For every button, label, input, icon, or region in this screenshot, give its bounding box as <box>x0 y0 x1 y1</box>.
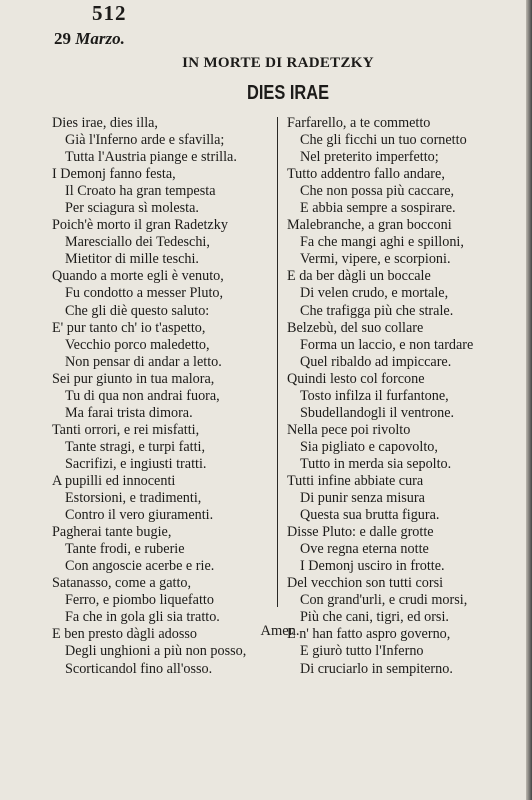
verse-line: Pagherai tante bugie, <box>52 524 172 541</box>
verse-line: Disse Pluto: e dalle grotte <box>287 524 434 541</box>
verse-line: Mietitor di mille teschi. <box>65 251 199 268</box>
verse-line: Tutta l'Austria piange e strilla. <box>65 149 237 166</box>
verse-line: Maresciallo dei Tedeschi, <box>65 234 210 251</box>
verse-line: Fa che mangi aghi e spilloni, <box>300 234 464 251</box>
verse-line: I Demonj fanno festa, <box>52 166 176 183</box>
poem-title: IN MORTE DI RADETZKY <box>182 55 374 71</box>
verse-line: Belzebù, del suo collare <box>287 319 424 336</box>
verse-line: Tanti orrori, e rei misfatti, <box>52 421 200 438</box>
right-verse-column <box>287 115 473 678</box>
verse-line: Tutti infine abbiate cura <box>287 472 424 489</box>
verse-line: Che trafigga più che strale. <box>300 302 454 319</box>
verse-line: Nel preterito imperfetto; <box>300 149 439 166</box>
verse-line: Il Croato ha gran tempesta <box>65 183 216 200</box>
date-month: Marzo. <box>75 29 125 48</box>
verse-line: Più che cani, tigri, ed orsi. <box>300 609 449 626</box>
verse-line: Del vecchion son tutti corsi <box>287 575 444 592</box>
verse-line: Per sciagura sì molesta. <box>65 200 199 217</box>
verse-line: Degli unghioni a più non posso, <box>65 643 247 660</box>
verse-line: Ove regna eterna notte <box>300 541 429 558</box>
verse-line: Farfarello, a te commetto <box>287 115 431 131</box>
verse-line: E giurò tutto l'Inferno <box>300 643 424 660</box>
verse-line: Di punir senza misura <box>300 490 425 507</box>
verse-line: Di cruciarlo in sempiterno. <box>300 660 453 677</box>
verse-line: Tu di qua non andrai fuora, <box>65 387 220 404</box>
verse-line: Sacrifizi, e ingiusti tratti. <box>65 455 207 472</box>
verse-line: Satanasso, come a gatto, <box>52 575 192 592</box>
verse-line: Tutto in merda sia sepolto. <box>300 455 452 472</box>
verse-line: Tante stragi, e turpi fatti, <box>65 438 206 455</box>
verse-line: Ma farai trista dimora. <box>65 404 193 421</box>
verse-line: A pupilli ed innocenti <box>52 472 176 489</box>
closing-amen: Amen. <box>260 623 300 639</box>
verse-line: Scorticandol fino all'osso. <box>65 660 213 677</box>
verse-line: Di velen crudo, e mortale, <box>300 285 449 302</box>
verse-line: Tutto addentro fallo andare, <box>287 166 445 183</box>
date-heading <box>54 29 125 49</box>
verse-line: Fa che in gola gli sia tratto. <box>65 609 220 626</box>
verse-line: Vecchio porco maledetto, <box>65 336 210 353</box>
column-divider <box>277 117 278 607</box>
verse-line: Questa sua brutta figura. <box>300 507 440 524</box>
poem-subtitle: DIES IRAE <box>246 82 330 104</box>
verse-line: Tante frodi, e ruberie <box>65 541 185 558</box>
verse-line: Tosto infilza il furfantone, <box>300 387 449 404</box>
verse-line: Quel ribaldo ad impiccare. <box>300 353 452 370</box>
verse-line: Poich'è morto il gran Radetzky <box>52 217 228 234</box>
verse-line: Che gli diè questo saluto: <box>65 302 210 319</box>
verse-line: Che non possa più caccare, <box>300 183 455 200</box>
verse-line: Nella pece poi rivolto <box>287 421 411 438</box>
verse-line: Vermi, vipere, e scorpioni. <box>300 251 451 268</box>
date-day: 29 <box>54 29 71 48</box>
verse-line: Fu condotto a messer Pluto, <box>65 285 224 302</box>
verse-line: Con grand'urli, e crudi morsi, <box>300 592 468 609</box>
page-number: 512 <box>92 1 127 25</box>
verse-line: Contro il vero giuramenti. <box>65 507 214 524</box>
verse-line: E da ber dàgli un boccale <box>287 268 431 285</box>
verse-line: Estorsioni, e tradimenti, <box>65 490 202 507</box>
verse-line: E n' han fatto aspro governo, <box>287 626 451 643</box>
verse-line: Sbudellandogli il ventrone. <box>300 404 455 421</box>
verse-line: Non pensar di andar a letto. <box>65 353 222 370</box>
verse-line: E abbia sempre a sospirare. <box>300 200 456 217</box>
verse-line: Sei pur giunto in tua malora, <box>52 370 215 387</box>
verse-line: Che gli ficchi un tuo cornetto <box>300 132 467 149</box>
verse-line: I Demonj usciro in frotte. <box>300 558 445 575</box>
verse-line: Malebranche, a gran bocconi <box>287 217 452 234</box>
verse-line: Quindi lesto col forcone <box>287 370 425 387</box>
verse-line: Già l'Inferno arde e sfavilla; <box>65 132 225 149</box>
verse-line: Ferro, e piombo liquefatto <box>65 592 214 609</box>
verse-line: Dies irae, dies illa, <box>52 115 158 131</box>
verse-line: Forma un laccio, e non tardare <box>300 336 474 353</box>
verse-line: E ben presto dàgli adosso <box>52 626 197 643</box>
verse-line: E' pur tanto ch' io t'aspetto, <box>52 319 206 336</box>
verse-line: Sia pigliato e capovolto, <box>300 438 438 455</box>
verse-line: Quando a morte egli è venuto, <box>52 268 224 285</box>
verse-line: Con angoscie acerbe e rie. <box>65 558 215 575</box>
left-verse-column <box>52 115 246 678</box>
